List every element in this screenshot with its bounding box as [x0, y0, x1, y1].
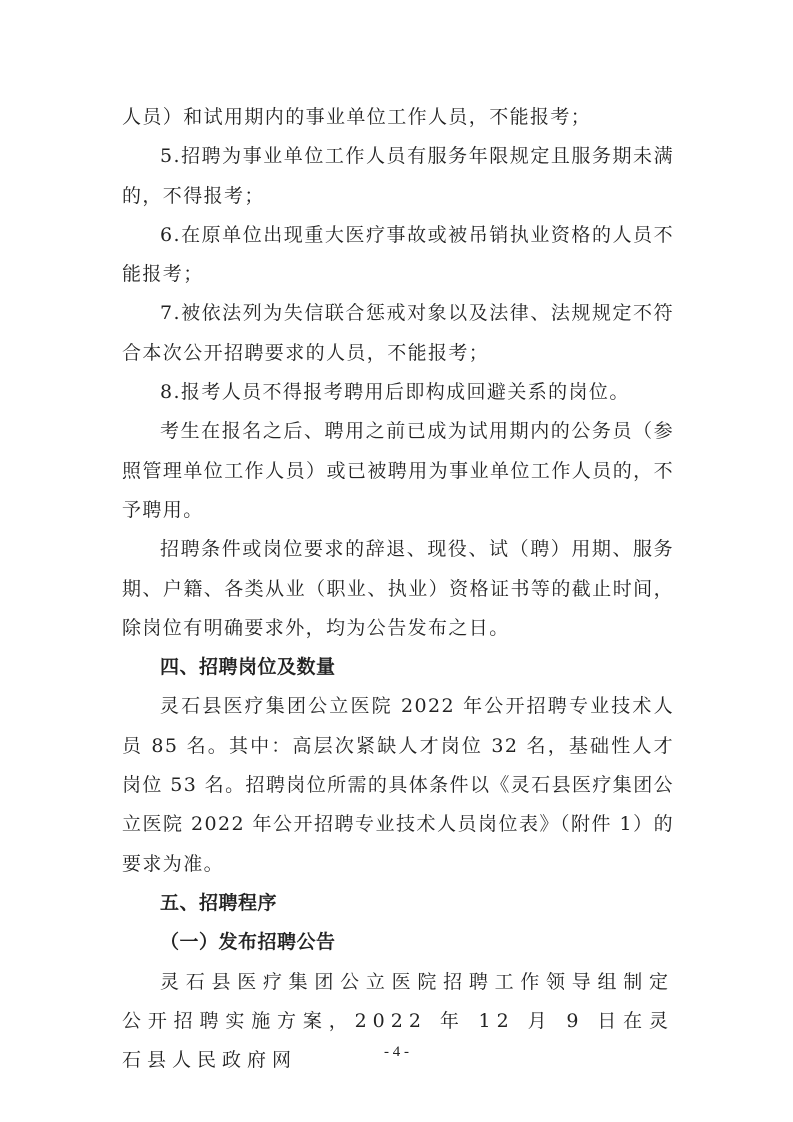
- paragraph-item-6: 6.在原单位出现重大医疗事故或被吊销执业资格的人员不能报考；: [122, 223, 674, 286]
- section-heading-positions: 四、招聘岗位及数量: [160, 656, 336, 679]
- paragraph-item-5: 5.招聘为事业单位工作人员有服务年限规定且服务期未满的，不得报考；: [122, 145, 674, 207]
- paragraph-hiring-note: 考生在报名之后、聘用之前已成为试用期内的公务员（参照管理单位工作人员）或已被聘用为事业单位工作人员的，不予聘用。: [122, 420, 674, 521]
- paragraph-positions: 灵石县医疗集团公立医院 2022 年公开招聘专业技术人员 85 名。其中：高层次紧缺人才岗位 32 名，基础性人才岗位 53 名。招聘岗位所需的具体条件以《灵石县医疗集团公立医院 2022 年公开招聘专业技术人员岗位表》（附件 1）的要求为准。: [122, 695, 674, 875]
- document-body: [122, 98, 674, 1080]
- page-number: - 4 -: [384, 1044, 409, 1060]
- section-heading-procedure: 五、招聘程序: [160, 891, 278, 914]
- subsection-heading-announcement: （一）发布招聘公告: [160, 931, 336, 954]
- paragraph-continuation: 人员）和试用期内的事业单位工作人员，不能报考；: [122, 106, 592, 128]
- paragraph-announcement: 灵石县医疗集团公立医院招聘工作领导组制定公开招聘实施方案，2022 年 12 月 9 日在灵石县人民政府网: [122, 970, 674, 1072]
- paragraph-item-7: 7.被依法列为失信联合惩戒对象以及法律、法规规定不符合本次公开招聘要求的人员，不能报考；: [122, 302, 674, 364]
- paragraph-item-8: 8.报考人员不得报考聘用后即构成回避关系的岗位。: [160, 381, 630, 404]
- paragraph-deadline-note: 招聘条件或岗位要求的辞退、现役、试（聘）用期、服务期、户籍、各类从业（职业、执业）资格证书等的截止时间，除岗位有明确要求外，均为公告发布之日。: [122, 538, 674, 639]
